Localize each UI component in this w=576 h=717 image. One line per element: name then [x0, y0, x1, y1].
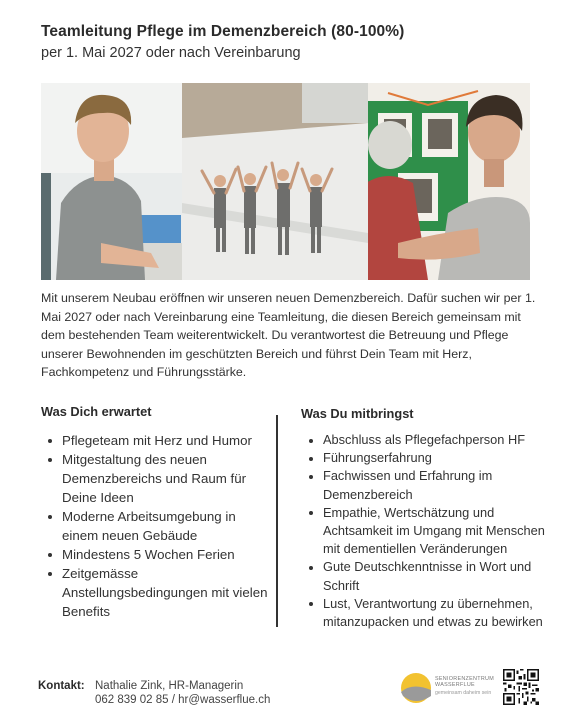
- photo-team-construction-site: [182, 83, 368, 280]
- contact-details[interactable]: 062 839 02 85 / hr@wasserflue.ch: [95, 694, 271, 706]
- photo-strip: [41, 83, 530, 280]
- logo-line-1: SENIORENZENTRUM: [435, 676, 495, 682]
- qr-code-icon[interactable]: [503, 669, 539, 705]
- photo-nurse-with-resident: [368, 83, 530, 280]
- contact-label: Kontakt:: [38, 680, 85, 692]
- logo-line-2: WASSERFLUE: [435, 682, 475, 689]
- seniorenzentrum-logo: [400, 670, 500, 706]
- page-title: Teamleitung Pflege im Demenzbereich (80-100%): [41, 23, 405, 40]
- list-item: Lust, Verantwortung zu übernehmen, mitanzupacken und etwas zu bewirken: [302, 595, 562, 631]
- list-item: Führungserfahrung: [302, 449, 562, 467]
- contact-name: Nathalie Zink, HR-Managerin: [95, 680, 244, 692]
- photo-young-nurse: [41, 83, 182, 280]
- list-item: Empathie, Wertschätzung und Achtsamkeit im Umgang mit Menschen mit dementiellen Veränderungen: [302, 504, 562, 559]
- list-item: Fachwissen und Erfahrung im Demenzbereich: [302, 467, 562, 503]
- logo-tagline: gemeinsam daheim sein: [435, 690, 492, 696]
- bring-list: [302, 431, 562, 631]
- list-item: Moderne Arbeitsumgebung in einem neuen Gebäude: [41, 507, 271, 545]
- list-item: Zeitgemässe Anstellungsbedingungen mit vielen Benefits: [41, 564, 271, 621]
- list-item: Abschluss als Pflegefachperson HF: [302, 431, 562, 449]
- sun-hill-icon: [400, 672, 432, 704]
- bring-heading: Was Du mitbringst: [301, 406, 414, 421]
- list-item: Mitgestaltung des neuen Demenzbereichs und Raum für Deine Ideen: [41, 450, 271, 507]
- page-subtitle: per 1. Mai 2027 oder nach Vereinbarung: [41, 45, 301, 61]
- intro-paragraph: Mit unserem Neubau eröffnen wir unseren neuen Demenzbereich. Dafür suchen wir per 1. Mai 2027 oder nach Vereinbarung eine Teamleitung, die diesen Bereich gemeinsam mit dem bestehenden Team weiterentwickelt. Du verantwortest die Betreuung und Pflege unserer Bewohnenden im geschützten Bereich und führst Dein Team mit Herz, Fachkompetenz und Führungsstärke.: [41, 291, 536, 379]
- list-item: Mindestens 5 Wochen Ferien: [41, 545, 271, 564]
- column-divider: [276, 415, 278, 627]
- list-item: Pflegeteam mit Herz und Humor: [41, 431, 271, 450]
- expect-heading: Was Dich erwartet: [41, 404, 152, 419]
- list-item: Gute Deutschkenntnisse in Wort und Schrift: [302, 558, 562, 594]
- expect-list: [41, 431, 271, 621]
